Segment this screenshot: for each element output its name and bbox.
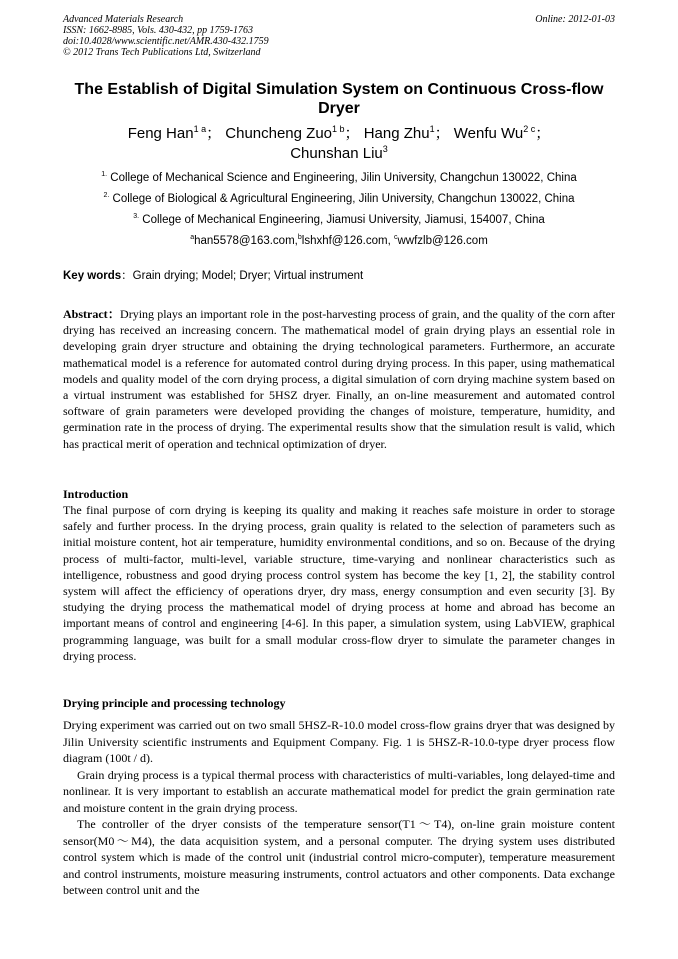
abstract-label: Abstract bbox=[63, 307, 108, 321]
author-affil-mark: 1 a bbox=[193, 124, 207, 134]
journal-issn: ISSN: 1662-8985, Vols. 430-432, pp 1759-1763 bbox=[63, 25, 253, 36]
keywords-text: Grain drying; Model; Dryer; Virtual instrument bbox=[132, 270, 364, 282]
email-address: wwfzlb@126.com bbox=[397, 235, 488, 247]
affiliation bbox=[63, 210, 615, 231]
affiliation-mark: 2. bbox=[103, 192, 110, 199]
affiliation-mark: 3. bbox=[133, 213, 140, 220]
affiliation-list bbox=[63, 168, 615, 252]
keywords-label: Key words bbox=[63, 270, 122, 282]
journal-header bbox=[63, 14, 615, 58]
keywords-separator: ： bbox=[121, 270, 133, 282]
author-name: Hang Zhu bbox=[363, 125, 430, 142]
author-name: Feng Han bbox=[127, 125, 194, 142]
drying-section bbox=[63, 717, 615, 899]
paragraph: Grain drying process is a typical thermal process with characteristics of multi-variables, long delayed-time and nonlinear. It is very important to establish an accurate mathematical model for predict the grain germination rate and moisture content in the grain drying process. bbox=[63, 767, 615, 815]
author-affil-mark: 2 c bbox=[523, 124, 536, 134]
author-separator: ； bbox=[535, 125, 551, 142]
affiliation-mark: 1. bbox=[101, 171, 108, 178]
author-separator: ； bbox=[344, 125, 360, 142]
email-mark: b bbox=[297, 234, 302, 241]
author-list bbox=[63, 124, 615, 164]
author-name: Chuncheng Zuo bbox=[225, 125, 333, 142]
journal-name: Advanced Materials Research bbox=[63, 14, 184, 25]
abstract-separator: ： bbox=[107, 307, 121, 321]
author-name: Wenfu Wu bbox=[453, 125, 524, 142]
introduction-text: The final purpose of corn drying is keeping its quality and making it reaches safe moisture in order to storage safely and further process. In the drying process, grain quality is related to the selection of parameters such as initial moisture content, hot air temperature, humidity environmental conditions, and so on. Because of the drying process of multi-factor, multi-level, variable structure, time-varying and nonlinear characteristics such as intelligence, robustness and good drying process control system has become the key [1, 2], the stability control system will affect the efficiency of operations dryer, dry mass, energy consumption and even security [3]. By studying the drying process the mathematical model of drying process at home and abroad has become an important means of control and engineering [4-6]. In this paper, a simulation system, using LabVIEW, graphical programming language, was built for a small modular cross-flow dryer to simulate the parameter changes in drying process. bbox=[63, 503, 615, 663]
journal-info bbox=[63, 14, 615, 58]
affiliation-text: College of Mechanical Science and Engineering, Jilin University, Changchun 130022, China bbox=[110, 172, 577, 184]
abstract-text: Drying plays an important role in the post-harvesting process of grain, and the quality of the corn after drying has received an increasing concern. The mathematical model of grain drying plays an essential role in developing grain dryer structure and obtaining the drying technological parameters. Furthermore, an accurate mathematical model is a reference for automated control during drying process. In this paper, using mathematical models and quality model of the corn drying process, a digital simulation of corn drying machine system based on a virtual instrument was established for 5HSZ dryer. Finally, an on-line measurement and automated control software of grain parameters were developed providing the changes of moisture, temperature, humidity, and germination rate in the process of drying. The experimental results show that the simulation result is valid, which has practical merit of operation and technical optimization of dryer. bbox=[63, 307, 615, 451]
author-name: Chunshan Liu bbox=[290, 145, 383, 162]
affiliation bbox=[63, 189, 615, 210]
online-date: Online: 2012-01-03 bbox=[535, 14, 615, 25]
author-separator: ； bbox=[206, 125, 222, 142]
drying-heading: Drying principle and processing technology bbox=[63, 696, 286, 710]
abstract bbox=[63, 306, 615, 452]
author-affil-mark: 1 bbox=[429, 124, 435, 134]
email-mark: a bbox=[190, 234, 195, 241]
author-affil-mark: 3 bbox=[382, 144, 388, 154]
email-address: lshxhf@126.com, bbox=[301, 235, 394, 247]
introduction-heading: Introduction bbox=[63, 487, 129, 501]
email-line bbox=[63, 231, 615, 252]
journal-copyright: © 2012 Trans Tech Publications Ltd, Switzerland bbox=[63, 47, 261, 58]
paragraph: The controller of the dryer consists of the temperature sensor(T1～T4), on-line grain moisture content sensor(M0～M4), the data acquisition system, and a personal computer. The drying system uses distributed control system which is made of the control unit (industrial control micro-computer), temperature measurement and control instruments, moisture measuring instruments, control actuators and other components. Data exchange between control unit and the bbox=[63, 817, 615, 897]
email-address: han5578@163.com, bbox=[194, 235, 298, 247]
paragraph: Drying experiment was carried out on two small 5HSZ-R-10.0 model cross-flow grains dryer that was designed by Jilin University scientific instruments and Equipment Company. Fig. 1 is 5HSZ-R-10.0-type dryer process flow diagram (100t / d). bbox=[63, 718, 615, 765]
author-affil-mark: 1 b bbox=[332, 124, 345, 134]
email-mark: c bbox=[393, 234, 398, 241]
author-separator: ； bbox=[434, 125, 450, 142]
keywords bbox=[63, 268, 615, 284]
affiliation bbox=[63, 168, 615, 189]
affiliation-text: College of Mechanical Engineering, Jiamusi University, Jiamusi, 154007, China bbox=[142, 214, 545, 226]
journal-doi: doi:10.4028/www.scientific.net/AMR.430-432.1759 bbox=[63, 36, 269, 47]
paper-title: The Establish of Digital Simulation System on Continuous Cross-flow Dryer bbox=[74, 81, 604, 117]
affiliation-text: College of Biological & Agricultural Engineering, Jilin University, Changchun 130022, China bbox=[112, 193, 575, 205]
